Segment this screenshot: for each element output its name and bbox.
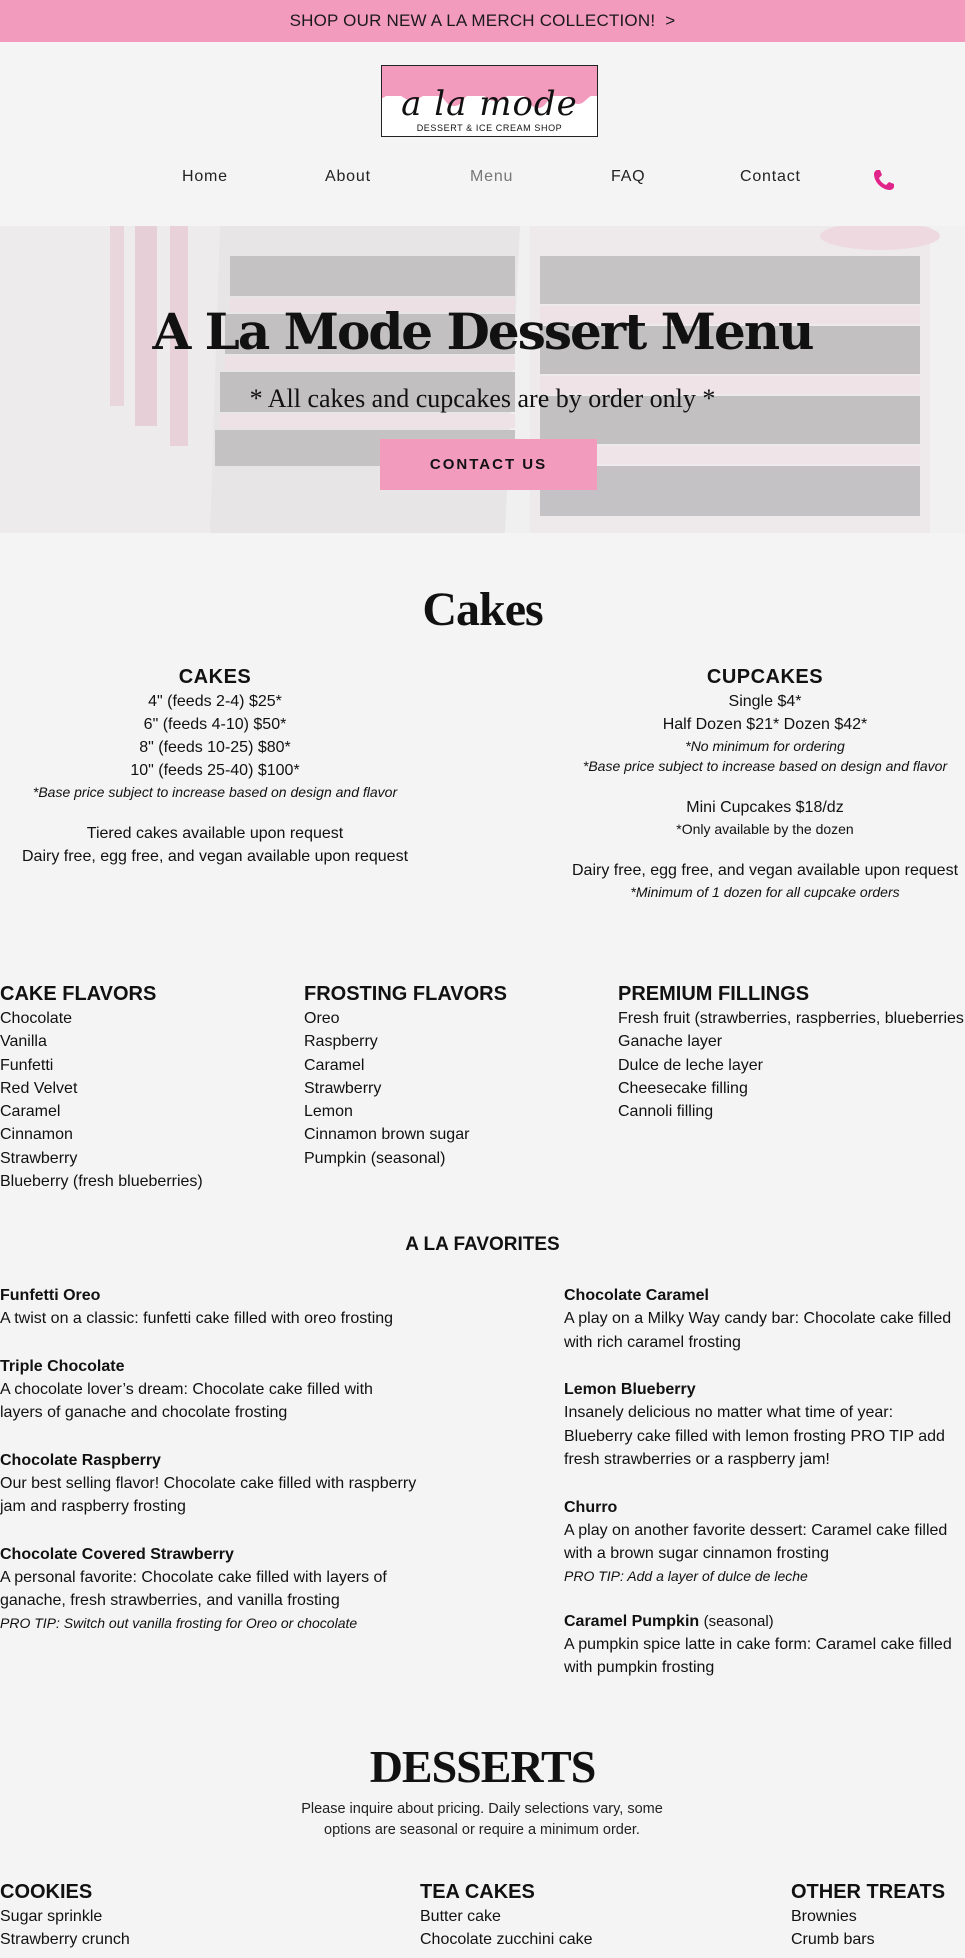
cakes-dietary-note: Dairy free, egg free, and vegan available upon request <box>21 848 409 865</box>
list-item: Oreo <box>304 1010 340 1027</box>
favorite-description: A personal favorite: Chocolate cake filled with layers of ganache, fresh strawberries, and vanilla frosting <box>0 1568 387 1609</box>
list-item: Cheesecake filling <box>618 1079 748 1097</box>
tea-cakes-heading: TEA CAKES <box>420 1881 535 1903</box>
cupcakes-price-line: Half Dozen $21* Dozen $42* <box>662 716 868 733</box>
cakes-heading: CAKES <box>178 666 252 688</box>
favorites-right-column <box>564 1284 964 1704</box>
cakes-price-line: 4" (feeds 2-4) $25* <box>148 693 282 710</box>
favorite-name: Funfetti Oreo <box>0 1287 101 1304</box>
cake-flavors-list <box>0 981 290 1193</box>
contact-us-button[interactable]: CONTACT US <box>380 439 597 490</box>
favorite-description: Our best selling flavor! Chocolate cake filled with raspberry jam and raspberry frosting <box>0 1474 417 1515</box>
favorite-description: Insanely delicious no matter what time of year: Blueberry cake filled with lemon frosting PRO TIP add fresh strawberries or a raspberry jam! <box>564 1404 945 1468</box>
favorite-item <box>0 1449 420 1519</box>
cakes-price-line: 8" (feeds 10-25) $80* <box>139 739 291 756</box>
favorite-description: A chocolate lover’s dream: Chocolate cake filled with layers of ganache and chocolate frosting <box>0 1380 373 1421</box>
frosting-flavors-heading: FROSTING FLAVORS <box>304 983 507 1005</box>
phone-icon[interactable] <box>872 168 896 192</box>
favorite-description: A play on a Milky Way candy bar: Chocolate cake filled with rich caramel frosting <box>564 1310 952 1351</box>
list-item: Strawberry crunch <box>0 1931 130 1949</box>
list-item: Caramel <box>304 1056 365 1074</box>
list-item: Raspberry <box>304 1033 378 1051</box>
logo-script: a la mode <box>401 84 578 124</box>
list-item: Lemon <box>304 1103 353 1121</box>
premium-fillings-list <box>618 981 965 1123</box>
favorite-item <box>0 1284 420 1331</box>
site-logo[interactable] <box>381 65 598 137</box>
nav-faq[interactable]: FAQ <box>611 168 646 185</box>
list-item: Fresh fruit (strawberries, raspberries, blueberries <box>618 1010 964 1027</box>
cupcakes-dietary-note: Dairy free, egg free, and vegan available upon request <box>571 862 959 879</box>
nav-home[interactable]: Home <box>182 168 228 185</box>
cake-flavors-heading: CAKE FLAVORS <box>0 983 157 1005</box>
cupcakes-price-line: Single $4* <box>728 693 802 710</box>
cakes-price-note: *Base price subject to increase based on design and flavor <box>32 784 398 800</box>
other-treats-heading: OTHER TREATS <box>791 1881 946 1903</box>
list-item: Crumb bars <box>791 1931 875 1949</box>
nav-about[interactable]: About <box>325 168 371 185</box>
favorite-name: Lemon Blueberry <box>564 1381 696 1398</box>
list-item: Dulce de leche layer <box>618 1056 763 1074</box>
cupcakes-note: *Base price subject to increase based on design and flavor <box>582 758 948 774</box>
desserts-section-title: DESSERTS <box>369 1741 596 1792</box>
cupcakes-note: *No minimum for ordering <box>685 738 845 754</box>
list-item: Vanilla <box>0 1033 47 1051</box>
list-item: Ganache layer <box>618 1033 723 1051</box>
other-treats-list <box>791 1879 965 1952</box>
list-item: Caramel <box>0 1103 61 1121</box>
favorite-item <box>564 1610 964 1680</box>
favorites-left-column <box>0 1284 420 1657</box>
list-item: Cinnamon <box>0 1126 73 1144</box>
favorite-description: A play on another favorite dessert: Caramel cake filled with a brown sugar cinnamon frosting <box>564 1521 948 1562</box>
list-item: Butter cake <box>420 1908 501 1925</box>
promo-banner[interactable] <box>0 0 965 42</box>
list-item: Brownies <box>791 1908 857 1925</box>
main-nav <box>0 168 965 192</box>
favorite-item <box>564 1496 964 1586</box>
favorites-heading: A LA FAVORITES <box>405 1234 560 1255</box>
favorite-name <box>564 1610 964 1633</box>
cakes-section-title: Cakes <box>422 583 543 636</box>
favorite-item <box>564 1378 964 1472</box>
favorite-pro-tip: PRO TIP: Add a layer of dulce de leche <box>564 1567 808 1584</box>
premium-fillings-heading: PREMIUM FILLINGS <box>618 983 810 1005</box>
tea-cakes-list <box>420 1879 720 1952</box>
list-item: Strawberry <box>304 1079 382 1097</box>
cookies-list <box>0 1879 300 1952</box>
cakes-price-line: 10" (feeds 25-40) $100* <box>130 762 300 779</box>
hero-title: A La Mode Dessert Menu <box>152 302 813 361</box>
favorite-name: Chocolate Raspberry <box>0 1451 161 1469</box>
cupcakes-minimum-note: *Minimum of 1 dozen for all cupcake orders <box>630 884 900 900</box>
list-item: Cinnamon brown sugar <box>304 1126 470 1144</box>
nav-menu[interactable]: Menu <box>470 168 514 185</box>
list-item: Chocolate <box>0 1010 73 1027</box>
logo-tagline: DESSERT & ICE CREAM SHOP <box>416 123 563 133</box>
favorite-description: A twist on a classic: funfetti cake filled with oreo frosting <box>0 1310 394 1327</box>
favorite-pro-tip: PRO TIP: Switch out vanilla frosting for Oreo or chocolate <box>0 1614 358 1631</box>
desserts-note: Please inquire about pricing. Daily selections vary, some options are seasonal or require a minimum order. <box>301 1801 663 1838</box>
list-item: Funfetti <box>0 1056 54 1074</box>
list-item: Strawberry <box>0 1149 78 1167</box>
favorite-name-text: Caramel Pumpkin <box>564 1612 700 1630</box>
list-item: Red Velvet <box>0 1079 78 1097</box>
mini-cupcakes-price: Mini Cupcakes $18/dz <box>686 799 844 816</box>
promo-text: SHOP OUR NEW A LA MERCH COLLECTION! <box>289 11 656 30</box>
favorite-name: Chocolate Covered Strawberry <box>0 1545 234 1563</box>
cupcakes-pricing <box>560 664 965 902</box>
list-item: Sugar sprinkle <box>0 1908 103 1925</box>
hero-banner <box>0 226 965 533</box>
cookies-heading: COOKIES <box>0 1881 93 1903</box>
seasonal-note: (seasonal) <box>703 1612 774 1630</box>
favorite-name: Chocolate Caramel <box>564 1287 709 1304</box>
list-item: Pumpkin (seasonal) <box>304 1149 446 1167</box>
hero-subtitle: * All cakes and cupcakes are by order only * <box>249 384 716 413</box>
cakes-tiered-note: Tiered cakes available upon request <box>86 825 344 842</box>
favorite-item <box>0 1355 420 1425</box>
list-item: Cannoli filling <box>618 1103 714 1121</box>
favorite-description: A pumpkin spice latte in cake form: Caramel cake filled with pumpkin frosting <box>564 1635 952 1676</box>
mini-cupcakes-note: *Only available by the dozen <box>676 821 854 837</box>
favorite-item <box>564 1284 964 1354</box>
favorite-item <box>0 1543 420 1633</box>
list-item: Blueberry (fresh blueberries) <box>0 1173 203 1191</box>
promo-arrow-icon: > <box>665 11 676 30</box>
frosting-flavors-list <box>304 981 604 1170</box>
cakes-pricing <box>0 664 430 868</box>
favorite-name: Triple Chocolate <box>0 1357 125 1375</box>
cupcakes-heading: CUPCAKES <box>706 666 824 688</box>
favorite-name: Churro <box>564 1498 618 1516</box>
list-item: Chocolate zucchini cake <box>420 1931 593 1949</box>
nav-contact[interactable]: Contact <box>740 168 801 185</box>
cakes-price-line: 6" (feeds 4-10) $50* <box>143 716 287 733</box>
